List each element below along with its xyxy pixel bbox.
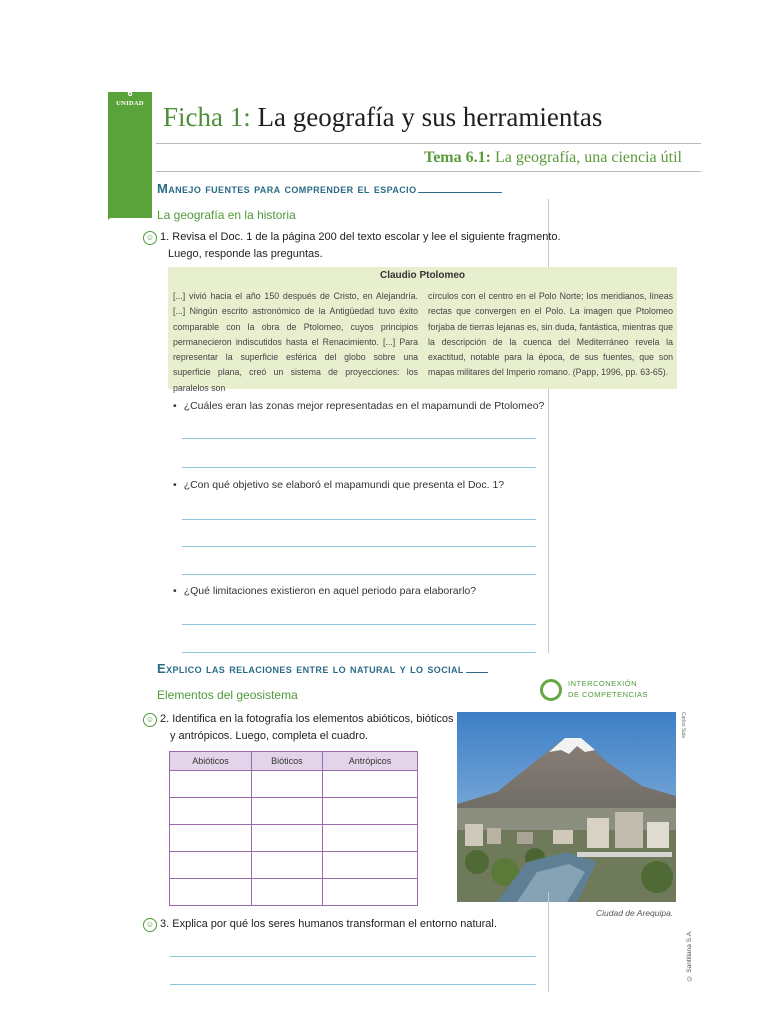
copyright-notice: © Santillana S.A. (686, 930, 693, 982)
answer-line[interactable] (182, 574, 536, 575)
question-2 (160, 711, 454, 745)
title-number: Ficha 1: (163, 102, 251, 132)
question-1-number: 1. (160, 231, 170, 243)
unit-number: 6 (127, 88, 133, 98)
table-cell[interactable] (322, 825, 417, 852)
topic-divider (156, 171, 701, 172)
table-header-abioticos: Abióticos (170, 752, 252, 771)
table-cell[interactable] (170, 771, 252, 798)
bullet-question-3: • ¿Qué limitaciones existieron en aquel periodo para elaborarlo? (173, 585, 476, 597)
table-cell[interactable] (322, 798, 417, 825)
table-cell[interactable] (170, 798, 252, 825)
section-heading-1-rule (418, 192, 502, 193)
question-2-line1: Identifica en la fotografía los elementos abióticos, bióticos (172, 713, 454, 725)
table-cell[interactable] (170, 879, 252, 906)
topic-text: La geografía, una ciencia útil (494, 149, 682, 166)
table-cell[interactable] (170, 825, 252, 852)
question-2-line2: y antrópicos. Luego, completa el cuadro. (170, 730, 369, 742)
table-row (170, 852, 418, 879)
section-heading-2-text: Explico las relaciones entre lo natural y lo social (157, 661, 464, 676)
answer-line[interactable] (182, 652, 536, 653)
section-heading-1 (157, 181, 502, 196)
source-box (168, 267, 677, 393)
answer-line[interactable] (170, 984, 536, 985)
photo-credit: Carlos Sala (680, 712, 686, 738)
section-heading-2-rule (466, 672, 488, 673)
answer-line[interactable] (182, 438, 536, 439)
table-cell[interactable] (251, 879, 322, 906)
interconexion-label (568, 678, 648, 700)
source-column-2: círculos con el centro en el Polo Norte; los meridianos, líneas rectas que convergen en el Polo. La imagen que Ptolomeo forjaba de tierras lejanas es, sin duda, fantástica, mientras que la descripción de la cuenca del Mediterráneo revela la exactitud, notable para la época, de sus fuentes, que son mapas militares del Imperio romano. (Papp, 1996, pp. 63-65). (428, 291, 673, 378)
person-icon: ☺ (143, 231, 157, 245)
table-row (170, 798, 418, 825)
subheading-1: La geografía en la historia (157, 208, 296, 222)
table-row (170, 771, 418, 798)
geosystem-table (169, 751, 418, 906)
section-heading-2 (157, 661, 488, 676)
question-3-text: Explica por qué los seres humanos transforman el entorno natural. (172, 918, 497, 930)
topic-title (424, 149, 682, 167)
question-1 (160, 229, 561, 263)
table-cell[interactable] (322, 879, 417, 906)
answer-line[interactable] (170, 956, 536, 957)
question-3-number: 3. (160, 918, 170, 930)
answer-line[interactable] (182, 467, 536, 468)
section-heading-1-text: Manejo fuentes para comprender el espacio (157, 181, 417, 196)
source-title: Claudio Ptolomeo (380, 270, 465, 281)
interconexion-line2: DE COMPETENCIAS (568, 690, 649, 699)
question-2-number: 2. (160, 713, 170, 725)
question-3 (160, 916, 497, 933)
table-header-row (170, 752, 418, 771)
page-title (163, 102, 602, 133)
table-row (170, 825, 418, 852)
subheading-2: Elementos del geosistema (157, 688, 298, 702)
person-icon: ☺ (143, 918, 157, 932)
question-1-line2: Luego, responde las preguntas. (168, 248, 323, 260)
table-cell[interactable] (251, 825, 322, 852)
topic-number: Tema 6.1: (424, 149, 491, 166)
unit-label: UNIDAD (116, 100, 144, 107)
table-cell[interactable] (322, 771, 417, 798)
table-cell[interactable] (251, 771, 322, 798)
table-cell[interactable] (251, 852, 322, 879)
table-header-bioticos: Bióticos (251, 752, 322, 771)
bullet-question-2: • ¿Con qué objetivo se elaboró el mapamundi que presenta el Doc. 1? (173, 479, 504, 491)
title-divider (156, 143, 701, 144)
photo-caption: Ciudad de Arequipa. (596, 908, 674, 918)
source-column-1: [...] vivió hacia el año 150 después de Cristo, en Alejandría. [...] Ningún escrito astronómico de la Antigüedad tuvo éxito comparable con la obra de Ptolomeo, cuyos principios permanecieron indiscutidos hasta el Renacimiento. [...] Para representar la superficie esférica del globo sobre una superficie plana, creó un sistema de proyecciones: los paralelos son (173, 291, 418, 393)
table-row (170, 879, 418, 906)
cycle-icon (540, 679, 562, 701)
table-header-antropicos: Antrópicos (322, 752, 417, 771)
answer-line[interactable] (182, 624, 536, 625)
interconexion-line1: INTERCONEXIÓN (568, 679, 638, 688)
arequipa-photo (457, 712, 676, 902)
table-cell[interactable] (322, 852, 417, 879)
unit-tab-corner (108, 180, 152, 220)
answer-line[interactable] (182, 546, 536, 547)
bullet-question-1: • ¿Cuáles eran las zonas mejor representadas en el mapamundi de Ptolomeo? (173, 400, 544, 412)
arequipa-photo-svg (457, 712, 676, 902)
person-icon: ☺ (143, 713, 157, 727)
table-cell[interactable] (251, 798, 322, 825)
table-cell[interactable] (170, 852, 252, 879)
question-1-line1: Revisa el Doc. 1 de la página 200 del texto escolar y lee el siguiente fragmento. (172, 231, 561, 243)
answer-line[interactable] (182, 519, 536, 520)
title-text: La geografía y sus herramientas (257, 102, 603, 132)
column-divider (548, 892, 549, 992)
